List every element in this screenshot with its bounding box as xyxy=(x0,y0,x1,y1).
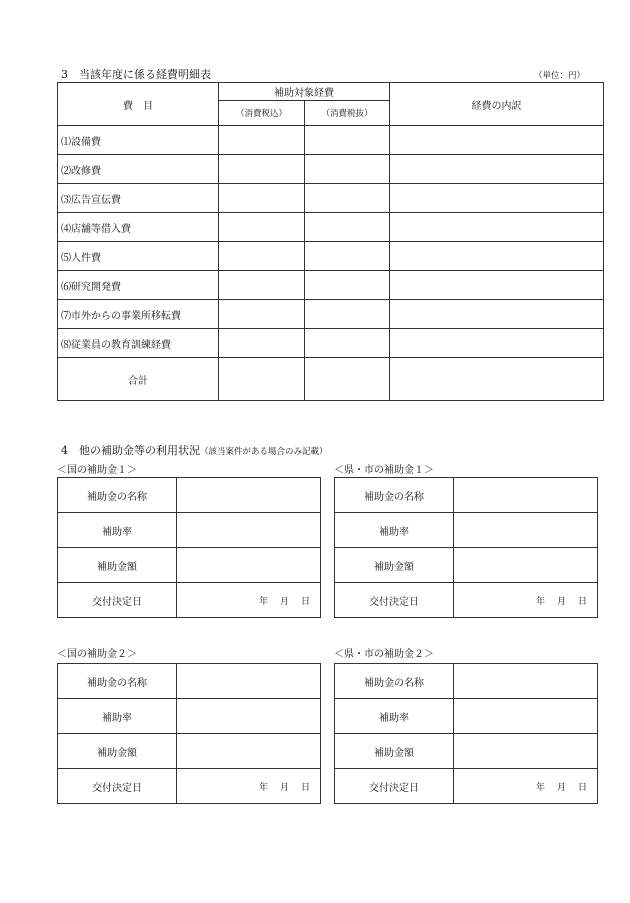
tax-included-cell[interactable] xyxy=(219,300,305,329)
table-row xyxy=(58,329,604,358)
subsidy-rate-label: 補助率 xyxy=(58,513,177,548)
subsidy-amount-label: 補助金額 xyxy=(335,548,454,583)
subsidy-table-national-1 xyxy=(57,477,321,618)
tax-included-cell[interactable] xyxy=(219,155,305,184)
subsidy-rate-cell[interactable] xyxy=(177,513,321,548)
expense-item-label: ⑸人件費 xyxy=(58,242,219,271)
breakdown-cell[interactable] xyxy=(390,271,604,300)
table-row xyxy=(58,184,604,213)
subsidy-amount-cell[interactable] xyxy=(454,734,598,769)
tax-included-cell[interactable] xyxy=(219,184,305,213)
day-label: 日 xyxy=(300,596,310,607)
table-row xyxy=(335,699,598,734)
subsidy-amount-cell[interactable] xyxy=(177,548,321,583)
month-label: 月 xyxy=(556,596,566,607)
tax-excluded-cell[interactable] xyxy=(305,126,390,155)
subsidy-title-national-2: ＜国の補助金２＞ xyxy=(57,649,137,660)
year-label: 年 xyxy=(535,782,545,793)
subsidy-title-national-1: ＜国の補助金１＞ xyxy=(57,465,137,476)
subsidy-name-cell[interactable] xyxy=(454,478,598,513)
table-row xyxy=(58,734,321,769)
decision-date-label: 交付決定日 xyxy=(335,583,454,618)
tax-included-cell[interactable] xyxy=(219,213,305,242)
decision-date-cell[interactable] xyxy=(454,769,598,804)
subsidy-rate-label: 補助率 xyxy=(335,699,454,734)
table-row xyxy=(58,548,321,583)
table-row xyxy=(335,664,598,699)
expense-item-label: ⑹研究開発費 xyxy=(58,271,219,300)
table-row xyxy=(58,242,604,271)
expense-item-label: ⑶広告宣伝費 xyxy=(58,184,219,213)
section4-note: （該当案件がある場合のみ記載） xyxy=(200,447,328,457)
table-row xyxy=(335,548,598,583)
tax-included-cell[interactable] xyxy=(219,271,305,300)
tax-excluded-cell[interactable] xyxy=(305,329,390,358)
header-tax-excluded: （消費税抜） xyxy=(305,101,390,126)
year-label: 年 xyxy=(258,596,268,607)
tax-included-cell[interactable] xyxy=(219,242,305,271)
subsidy-rate-label: 補助率 xyxy=(335,513,454,548)
subsidy-table-prefecture-city-1 xyxy=(334,477,598,618)
unit-label: （単位：円） xyxy=(534,71,586,81)
day-label: 日 xyxy=(577,782,587,793)
decision-date-cell[interactable] xyxy=(454,583,598,618)
section3-title: 3 当該年度に係る経費明細表 xyxy=(61,68,211,81)
year-label: 年 xyxy=(258,782,268,793)
total-row xyxy=(58,358,604,401)
expense-table xyxy=(57,82,604,401)
table-row xyxy=(58,155,604,184)
header-subsidy-expense: 補助対象経費 xyxy=(219,83,390,101)
table-row xyxy=(335,513,598,548)
total-breakdown-cell[interactable] xyxy=(390,358,604,401)
subsidy-amount-label: 補助金額 xyxy=(58,548,177,583)
table-row xyxy=(335,734,598,769)
table-row xyxy=(58,769,321,804)
table-row xyxy=(58,271,604,300)
subsidy-name-label: 補助金の名称 xyxy=(58,478,177,513)
header-breakdown: 経費の内訳 xyxy=(390,83,604,126)
table-row xyxy=(58,513,321,548)
expense-item-label: ⑴設備費 xyxy=(58,126,219,155)
table-row xyxy=(58,213,604,242)
month-label: 月 xyxy=(279,596,289,607)
expense-item-label: ⑺市外からの事業所移転費 xyxy=(58,300,219,329)
subsidy-amount-label: 補助金額 xyxy=(58,734,177,769)
subsidy-rate-label: 補助率 xyxy=(58,699,177,734)
subsidy-rate-cell[interactable] xyxy=(454,699,598,734)
subsidy-title-prefecture-city-2: ＜県・市の補助金２＞ xyxy=(334,649,434,660)
table-row xyxy=(335,769,598,804)
tax-excluded-cell[interactable] xyxy=(305,271,390,300)
tax-included-cell[interactable] xyxy=(219,329,305,358)
tax-excluded-cell[interactable] xyxy=(305,213,390,242)
subsidy-name-label: 補助金の名称 xyxy=(335,664,454,699)
table-row xyxy=(58,478,321,513)
total-tax-excluded-cell[interactable] xyxy=(305,358,390,401)
subsidy-amount-cell[interactable] xyxy=(177,734,321,769)
expense-item-label: ⑻従業員の教育訓練経費 xyxy=(58,329,219,358)
expense-item-label: ⑵改修費 xyxy=(58,155,219,184)
subsidy-table-national-2 xyxy=(57,663,321,804)
header-tax-included: （消費税込） xyxy=(219,101,305,126)
day-label: 日 xyxy=(577,596,587,607)
decision-date-cell[interactable] xyxy=(177,583,321,618)
subsidy-name-cell[interactable] xyxy=(177,478,321,513)
subsidy-name-label: 補助金の名称 xyxy=(58,664,177,699)
total-tax-included-cell[interactable] xyxy=(219,358,305,401)
breakdown-cell[interactable] xyxy=(390,155,604,184)
table-row xyxy=(58,300,604,329)
header-item: 費 目 xyxy=(58,83,219,126)
breakdown-cell[interactable] xyxy=(390,242,604,271)
subsidy-name-cell[interactable] xyxy=(454,664,598,699)
table-row xyxy=(58,583,321,618)
table-header-row xyxy=(58,83,604,101)
breakdown-cell[interactable] xyxy=(390,184,604,213)
tax-excluded-cell[interactable] xyxy=(305,155,390,184)
breakdown-cell[interactable] xyxy=(390,329,604,358)
tax-excluded-cell[interactable] xyxy=(305,184,390,213)
breakdown-cell[interactable] xyxy=(390,126,604,155)
subsidy-rate-cell[interactable] xyxy=(177,699,321,734)
subsidy-rate-cell[interactable] xyxy=(454,513,598,548)
decision-date-label: 交付決定日 xyxy=(58,769,177,804)
month-label: 月 xyxy=(279,782,289,793)
expense-item-label: ⑷店舗等借入費 xyxy=(58,213,219,242)
month-label: 月 xyxy=(556,782,566,793)
table-row xyxy=(58,126,604,155)
table-row xyxy=(58,664,321,699)
table-row xyxy=(335,478,598,513)
breakdown-cell[interactable] xyxy=(390,213,604,242)
subsidy-name-label: 補助金の名称 xyxy=(335,478,454,513)
subsidy-table-prefecture-city-2 xyxy=(334,663,598,804)
year-label: 年 xyxy=(535,596,545,607)
tax-excluded-cell[interactable] xyxy=(305,242,390,271)
subsidy-amount-cell[interactable] xyxy=(454,548,598,583)
subsidy-name-cell[interactable] xyxy=(177,664,321,699)
section4-title xyxy=(61,442,328,458)
day-label: 日 xyxy=(300,782,310,793)
tax-excluded-cell[interactable] xyxy=(305,300,390,329)
decision-date-label: 交付決定日 xyxy=(58,583,177,618)
breakdown-cell[interactable] xyxy=(390,300,604,329)
total-label: 合計 xyxy=(58,358,219,401)
decision-date-label: 交付決定日 xyxy=(335,769,454,804)
subsidy-amount-label: 補助金額 xyxy=(335,734,454,769)
table-row xyxy=(58,699,321,734)
table-row xyxy=(335,583,598,618)
tax-included-cell[interactable] xyxy=(219,126,305,155)
subsidy-title-prefecture-city-1: ＜県・市の補助金１＞ xyxy=(334,465,434,476)
section4-title-text: 4 他の補助金等の利用状況 xyxy=(61,444,200,457)
decision-date-cell[interactable] xyxy=(177,769,321,804)
